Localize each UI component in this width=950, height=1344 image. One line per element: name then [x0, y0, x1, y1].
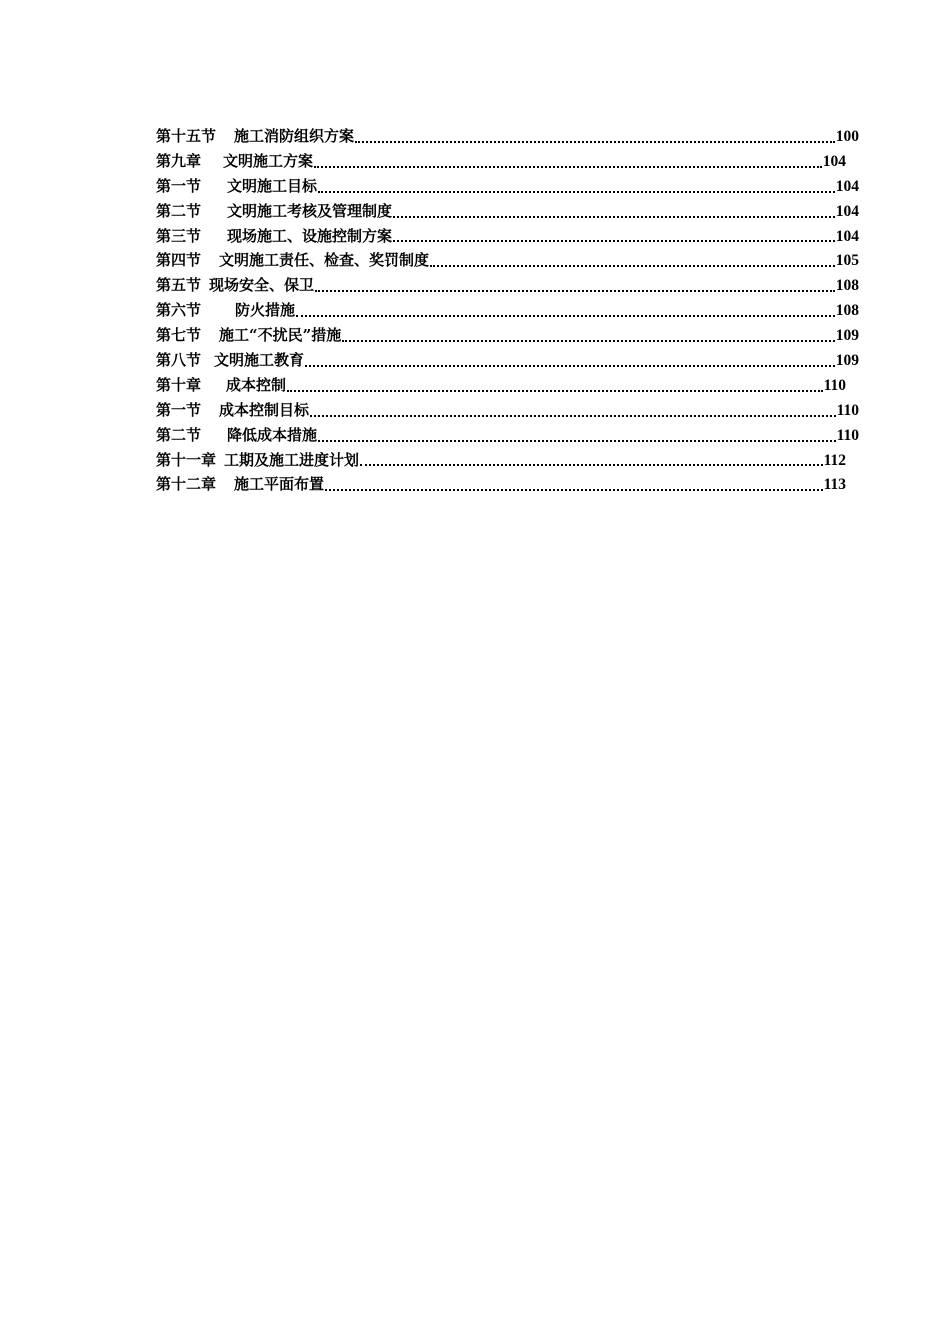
toc-entry-number: 第七节 [156, 326, 202, 345]
toc-dot-leader [318, 174, 835, 199]
toc-entry-number: 第十章 [156, 375, 202, 394]
toc-entry-page-number: 105 [835, 252, 859, 270]
toc-entry-title: 现场安全、保卫 [209, 276, 315, 295]
toc-entry-number: 第二节 [156, 425, 202, 444]
toc-entry-number: 第八节 [156, 351, 202, 370]
toc-entry-title: 施工“不扰民”措施 [219, 326, 342, 345]
toc-entry-page-number: 113 [823, 476, 846, 494]
toc-entry-number: 第五节 [156, 276, 202, 295]
toc-dot-leader [296, 298, 835, 323]
toc-dot-leader [393, 199, 835, 224]
toc-dot-leader [315, 273, 835, 298]
toc-dot-leader [310, 398, 836, 423]
toc-entry-title: 防火措施 [235, 301, 296, 320]
toc-dot-leader [314, 149, 822, 174]
toc-entry-title: 文明施工方案 [223, 151, 314, 170]
toc-dot-leader [318, 423, 836, 448]
toc-entry-page-number: 104 [835, 227, 859, 245]
toc-entry-number: 第二节 [156, 201, 202, 220]
toc-entry-title: 文明施工教育 [214, 351, 305, 370]
toc-entry-page-number: 104 [822, 152, 846, 170]
toc-entry-page-number: 110 [823, 376, 846, 394]
toc-dot-leader [287, 373, 823, 398]
toc-entry[interactable] [156, 398, 859, 423]
toc-entry-number: 第一节 [156, 176, 202, 195]
toc-entry[interactable] [156, 248, 859, 273]
toc-entry-page-number: 112 [823, 451, 846, 469]
toc-entry[interactable] [156, 423, 859, 448]
toc-dot-leader [305, 348, 835, 373]
toc-entry-page-number: 108 [835, 302, 859, 320]
toc-dot-leader [393, 224, 835, 249]
toc-entry-title: 现场施工、设施控制方案 [227, 226, 393, 245]
toc-entry-title: 降低成本措施 [227, 425, 318, 444]
toc-entry-page-number: 109 [835, 327, 859, 345]
toc-entry-number: 第十五节 [156, 127, 217, 145]
toc-entry-title: 文明施工目标 [227, 176, 318, 195]
toc-entry-title: 文明施工责任、检查、奖罚制度 [219, 251, 430, 270]
toc-entry[interactable] [156, 373, 846, 398]
toc-entry-page-number: 109 [835, 352, 859, 370]
toc-entry[interactable] [156, 448, 846, 473]
toc-entry[interactable] [156, 199, 859, 224]
toc-entry-page-number: 110 [836, 426, 859, 444]
toc-entry[interactable] [156, 323, 859, 348]
toc-dot-leader [360, 448, 823, 473]
toc-entry-title: 成本控制目标 [219, 400, 310, 419]
toc-entry[interactable] [156, 298, 859, 323]
toc-entry[interactable] [156, 174, 859, 199]
toc-entry-number: 第九章 [156, 151, 202, 170]
toc-entry-title: 成本控制 [226, 375, 287, 394]
toc-dot-leader [430, 248, 835, 273]
toc-entry-title: 文明施工考核及管理制度 [227, 201, 393, 220]
toc-entry-page-number: 104 [835, 202, 859, 220]
toc-entry[interactable] [156, 149, 846, 174]
toc-entry-title: 施工消防组织方案 [234, 127, 355, 145]
toc-entry-number: 第六节 [156, 301, 202, 320]
toc-dot-leader [355, 124, 835, 149]
toc-entry-number: 第一节 [156, 400, 202, 419]
toc-dot-leader [325, 472, 823, 497]
toc-entry-page-number: 104 [835, 177, 859, 195]
toc-entry-number: 第四节 [156, 251, 202, 270]
toc-entry[interactable] [156, 472, 846, 497]
toc-entry-page-number: 100 [835, 128, 859, 145]
toc-entry[interactable] [156, 124, 859, 149]
toc-entry-title: 工期及施工进度计划 [224, 450, 360, 469]
table-of-contents [156, 124, 859, 497]
toc-entry[interactable] [156, 224, 859, 249]
toc-entry-title: 施工平面布置 [234, 475, 325, 494]
toc-entry[interactable] [156, 348, 859, 373]
toc-dot-leader [342, 323, 834, 348]
toc-entry[interactable] [156, 273, 859, 298]
toc-entry-number: 第十二章 [156, 475, 217, 494]
toc-entry-number: 第三节 [156, 226, 202, 245]
toc-entry-page-number: 108 [835, 277, 859, 295]
toc-entry-page-number: 110 [836, 401, 859, 419]
toc-entry-number: 第十一章 [156, 450, 217, 469]
